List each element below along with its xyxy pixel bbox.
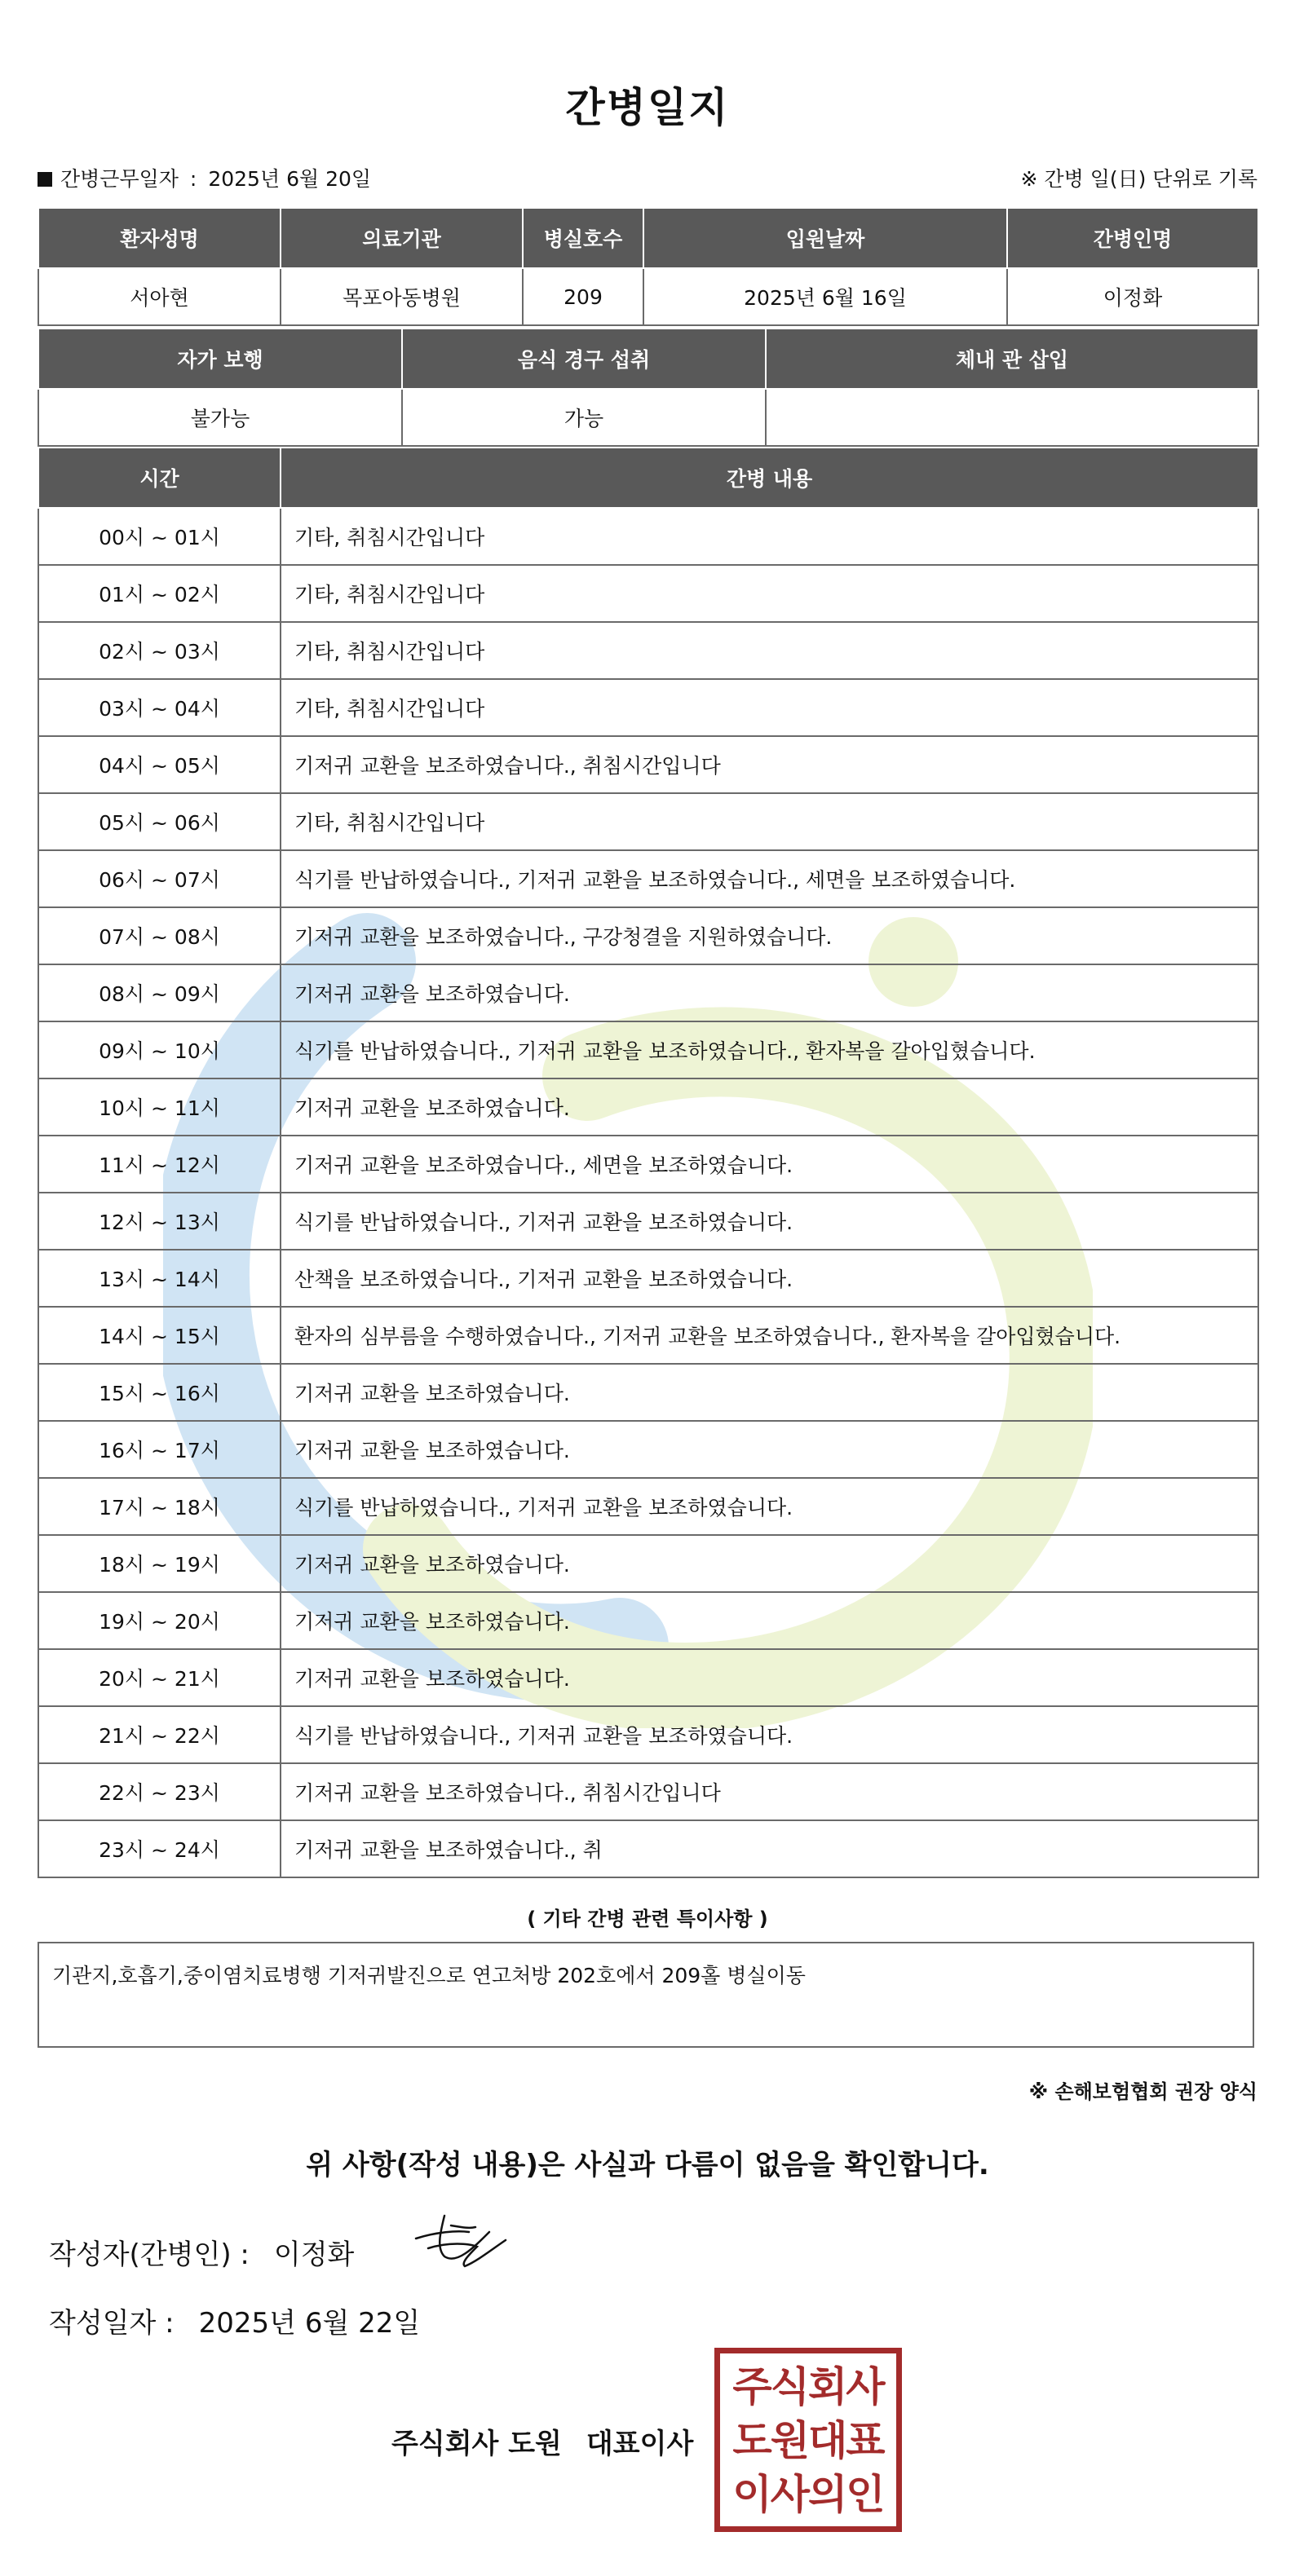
writer-label: 작성자(간병인) : — [49, 2239, 250, 2271]
table-row — [38, 1136, 1258, 1193]
log-content: 산책을 보조하였습니다., 기저귀 교환을 보조하였습니다. — [281, 1250, 1258, 1307]
log-time: 16시 ~ 17시 — [38, 1421, 281, 1478]
recommend-note: ※ 손해보험협회 권장 양식 — [1028, 2080, 1257, 2103]
table-row — [38, 1706, 1258, 1763]
table-row — [38, 1250, 1258, 1307]
company-line — [391, 2421, 693, 2461]
header-caregiver-name: 간병인명 — [1007, 208, 1258, 268]
log-content: 환자의 심부름을 수행하였습니다., 기저귀 교환을 보조하였습니다., 환자복을 갈아입혔습니다. — [281, 1307, 1258, 1364]
company-name: 주식회사 도원 — [391, 2428, 562, 2460]
header-care-content: 간병 내용 — [281, 448, 1258, 508]
table-row — [38, 1021, 1258, 1078]
log-content: 식기를 반납하였습니다., 기저귀 교환을 보조하였습니다., 환자복을 갈아입혔습니다. — [281, 1021, 1258, 1078]
ceo-title: 대표이사 — [586, 2428, 694, 2460]
log-content: 기저귀 교환을 보조하였습니다. — [281, 1592, 1258, 1649]
table-row — [38, 793, 1258, 850]
log-content: 기저귀 교환을 보조하였습니다., 취침시간입니다 — [281, 1763, 1258, 1820]
log-content: 식기를 반납하였습니다., 기저귀 교환을 보조하였습니다. — [281, 1193, 1258, 1250]
log-time: 20시 ~ 21시 — [38, 1649, 281, 1706]
table-row — [38, 1364, 1258, 1421]
log-time: 14시 ~ 15시 — [38, 1307, 281, 1364]
log-time: 18시 ~ 19시 — [38, 1535, 281, 1592]
log-content: 기저귀 교환을 보조하였습니다. — [281, 1364, 1258, 1421]
log-content: 기타, 취침시간입니다 — [281, 508, 1258, 565]
hospital-name: 목포아동병원 — [281, 268, 523, 325]
table-row — [38, 736, 1258, 793]
log-time: 19시 ~ 20시 — [38, 1592, 281, 1649]
work-date-value: 2025년 6월 20일 — [208, 167, 372, 191]
log-time: 15시 ~ 16시 — [38, 1364, 281, 1421]
table-row — [38, 1592, 1258, 1649]
write-date-value: 2025년 6월 22일 — [198, 2307, 421, 2340]
writer-line — [49, 2232, 354, 2272]
table-row — [38, 1820, 1258, 1877]
log-time: 17시 ~ 18시 — [38, 1478, 281, 1535]
table-row — [38, 1421, 1258, 1478]
log-content: 기저귀 교환을 보조하였습니다. — [281, 1649, 1258, 1706]
work-date-line — [38, 163, 371, 192]
header-hospital: 의료기관 — [281, 208, 523, 268]
table-row — [38, 1078, 1258, 1136]
table-row — [38, 1307, 1258, 1364]
header-admission-date: 입원날짜 — [643, 208, 1007, 268]
table-row — [38, 850, 1258, 907]
log-time: 04시 ~ 05시 — [38, 736, 281, 793]
header-tube-insertion: 체내 관 삽입 — [766, 329, 1258, 389]
log-time: 05시 ~ 06시 — [38, 793, 281, 850]
log-content: 식기를 반납하였습니다., 기저귀 교환을 보조하였습니다. — [281, 1706, 1258, 1763]
log-time: 03시 ~ 04시 — [38, 679, 281, 736]
record-unit-note: ※ 간병 일(日) 단위로 기록 — [1020, 167, 1257, 191]
log-content: 기저귀 교환을 보조하였습니다., 취침시간입니다 — [281, 736, 1258, 793]
log-content: 기타, 취침시간입니다 — [281, 679, 1258, 736]
log-time: 09시 ~ 10시 — [38, 1021, 281, 1078]
log-content: 식기를 반납하였습니다., 기저귀 교환을 보조하였습니다. — [281, 1478, 1258, 1535]
table-row — [38, 1193, 1258, 1250]
writer-name: 이정화 — [273, 2239, 355, 2271]
table-row — [38, 679, 1258, 736]
bullet-square-icon — [38, 172, 52, 187]
log-content: 기타, 취침시간입니다 — [281, 565, 1258, 622]
care-log-table — [38, 447, 1259, 1878]
table-row — [38, 1649, 1258, 1706]
work-date-separator: : — [189, 167, 197, 191]
log-content: 기저귀 교환을 보조하였습니다. — [281, 964, 1258, 1021]
tube-insertion-status — [766, 389, 1258, 446]
patient-status-table — [38, 328, 1259, 447]
log-time: 10시 ~ 11시 — [38, 1078, 281, 1136]
table-row — [38, 508, 1258, 565]
table-row — [38, 1478, 1258, 1535]
log-content: 기저귀 교환을 보조하였습니다. — [281, 1535, 1258, 1592]
header-room: 병실호수 — [523, 208, 643, 268]
company-seal — [714, 2348, 902, 2532]
table-row — [38, 1763, 1258, 1820]
patient-name: 서아현 — [38, 268, 281, 325]
log-time: 08시 ~ 09시 — [38, 964, 281, 1021]
header-patient-name: 환자성명 — [38, 208, 281, 268]
table-row — [38, 1535, 1258, 1592]
log-content: 기저귀 교환을 보조하였습니다. — [281, 1078, 1258, 1136]
header-time: 시간 — [38, 448, 281, 508]
log-content: 기저귀 교환을 보조하였습니다., 구강청결을 지원하였습니다. — [281, 907, 1258, 964]
log-content: 기저귀 교환을 보조하였습니다. — [281, 1421, 1258, 1478]
log-time: 12시 ~ 13시 — [38, 1193, 281, 1250]
log-time: 23시 ~ 24시 — [38, 1820, 281, 1877]
log-content: 기저귀 교환을 보조하였습니다., 세면을 보조하였습니다. — [281, 1136, 1258, 1193]
oral-intake-status: 가능 — [402, 389, 766, 446]
log-time: 00시 ~ 01시 — [38, 508, 281, 565]
seal-text: 주식회사도원대표이사의인 — [732, 2363, 884, 2518]
log-time: 07시 ~ 08시 — [38, 907, 281, 964]
log-content: 기타, 취침시간입니다 — [281, 622, 1258, 679]
log-time: 11시 ~ 12시 — [38, 1136, 281, 1193]
log-time: 02시 ~ 03시 — [38, 622, 281, 679]
write-date-label: 작성일자 : — [49, 2307, 175, 2340]
page-title: 간병일지 — [565, 84, 730, 131]
log-content: 식기를 반납하였습니다., 기저귀 교환을 보조하였습니다., 세면을 보조하였습니다. — [281, 850, 1258, 907]
table-row — [38, 565, 1258, 622]
write-date-line — [49, 2300, 420, 2340]
admission-date: 2025년 6월 16일 — [643, 268, 1007, 325]
caregiver-name: 이정화 — [1007, 268, 1258, 325]
log-time: 01시 ~ 02시 — [38, 565, 281, 622]
log-content: 기저귀 교환을 보조하였습니다., 취 — [281, 1820, 1258, 1877]
walking-status: 불가능 — [38, 389, 402, 446]
patient-info-table — [38, 207, 1259, 326]
special-notes-box: 기관지,호흡기,중이염치료병행 기저귀발진으로 연고처방 202호에서 209홀 병실이동 — [38, 1942, 1254, 2048]
log-time: 22시 ~ 23시 — [38, 1763, 281, 1820]
confirm-statement: 위 사항(작성 내용)은 사실과 다름이 없음을 확인합니다. — [306, 2149, 989, 2181]
log-content: 기타, 취침시간입니다 — [281, 793, 1258, 850]
header-oral-intake: 음식 경구 섭취 — [402, 329, 766, 389]
room-number: 209 — [523, 268, 643, 325]
special-notes-title: ( 기타 간병 관련 특이사항 ) — [527, 1908, 768, 1930]
log-time: 06시 ~ 07시 — [38, 850, 281, 907]
table-row — [38, 907, 1258, 964]
table-row — [38, 622, 1258, 679]
header-walking: 자가 보행 — [38, 329, 402, 389]
log-time: 21시 ~ 22시 — [38, 1706, 281, 1763]
signature-icon — [412, 2208, 510, 2273]
work-date-label: 간병근무일자 — [60, 167, 179, 191]
log-time: 13시 ~ 14시 — [38, 1250, 281, 1307]
table-row — [38, 964, 1258, 1021]
